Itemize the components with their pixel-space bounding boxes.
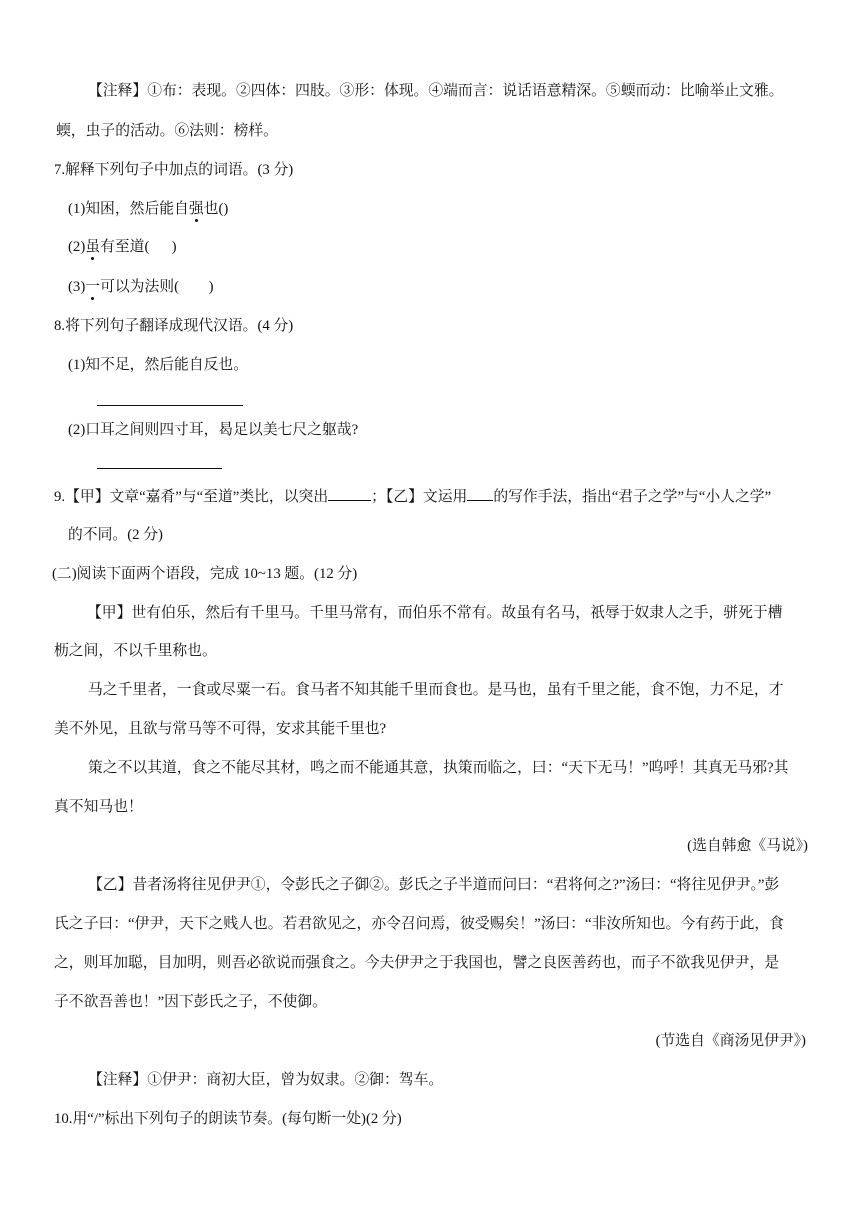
passage-jia-line: 美不外见，且欲与常马等不可得，安求其能千里也? (54, 721, 387, 737)
annotation-line-2: 蝡，虫子的活动。⑥法则：榜样。 (56, 123, 278, 139)
question-9-stem (54, 486, 771, 506)
question-7-item-2 (68, 237, 177, 257)
question-7-item-1 (68, 199, 228, 219)
annotation-line-1: 【注释】①布：表现。②四体：四肢。③形：体现。④端而言：说话语意精深。⑤蝡而动：比喻举止文雅。 (88, 83, 784, 99)
question-9-stem-continued: 的不同。(2 分) (68, 527, 163, 543)
question-7-item-3 (68, 277, 214, 297)
passage-jia-line: 策之不以其道，食之不能尽其材，鸣之而不能通其意，执策而临之，曰：“天下无马！”呜呼！其真无马邪?其 (88, 760, 789, 776)
item-text: (1)知困，然后能自 (68, 201, 189, 217)
emphasized-char: 一 (85, 279, 101, 295)
answer-blank (467, 486, 493, 501)
stem-text: ；【乙】文运用 (371, 489, 468, 505)
passage-yi-note: 【注释】①伊尹：商初大臣，曾为奴隶。②御：驾车。 (88, 1072, 444, 1088)
section-heading: (二)阅读下面两个语段，完成 10~13 题。(12 分) (52, 566, 358, 582)
passage-jia-line: 真不知马也！ (54, 799, 143, 815)
emphasized-char: 强 (188, 201, 204, 217)
question-7-stem: 7.解释下列句子中加点的词语。(3 分) (54, 162, 294, 178)
emphasized-char: 虽 (85, 239, 101, 255)
item-text: 也() (203, 201, 229, 217)
item-text: 有至道( ) (100, 239, 177, 255)
passage-jia-line: 【甲】世有伯乐，然后有千里马。千里马常有，而伯乐不常有。故虽有名马，祇辱于奴隶人之手，骈死于槽 (87, 605, 783, 621)
stem-text: 的写作手法，指出“君子之学”与“小人之学” (493, 489, 772, 505)
item-text: (3) (68, 279, 86, 295)
answer-blank (328, 486, 371, 501)
passage-yi-line: 之，则耳加聪，目加明，则吾必欲说而强食之。今夫伊尹之于我国也，譬之良医善药也，而子不欲我见伊尹，是 (54, 955, 780, 971)
passage-yi-line: 【乙】昔者汤将往见伊尹①，令彭氏之子御②。彭氏之子半道而问曰：“君将何之?”汤曰：“将往见伊尹。”彭 (88, 877, 780, 893)
question-8-item-2: (2)口耳之间则四寸耳，曷足以美七尺之躯哉? (68, 422, 359, 438)
passage-yi-source: (节选自《商汤见伊尹》) (655, 1033, 806, 1049)
question-8-item-1: (1)知不足，然后能自反也。 (68, 357, 249, 373)
answer-line (97, 405, 243, 406)
passage-jia-line: 枥之间，不以千里称也。 (54, 643, 217, 659)
question-8-stem: 8.将下列句子翻译成现代汉语。(4 分) (54, 318, 294, 334)
answer-line (97, 468, 222, 469)
passage-yi-line: 氏之子曰：“伊尹，天下之贱人也。若君欲见之，亦令召问焉，彼受赐矣！”汤曰：“非汝所知也。今有药于此，食 (54, 916, 784, 932)
item-text: (2) (68, 239, 86, 255)
passage-jia-source: (选自韩愈《马说》) (687, 838, 808, 854)
stem-text: 9.【甲】文章“嘉肴”与“至道”类比，以突出 (54, 489, 329, 505)
question-10-stem: 10.用“/”标出下列句子的朗读节奏。(每句断一处)(2 分) (54, 1111, 402, 1127)
item-text: 可以为法则( ) (100, 279, 214, 295)
passage-yi-line: 子不欲吾善也！”因下彭氏之子，不使御。 (54, 994, 327, 1010)
passage-jia-line: 马之千里者，一食或尽粟一石。食马者不知其能千里而食也。是马也，虽有千里之能，食不饱，力不足，才 (88, 682, 784, 698)
